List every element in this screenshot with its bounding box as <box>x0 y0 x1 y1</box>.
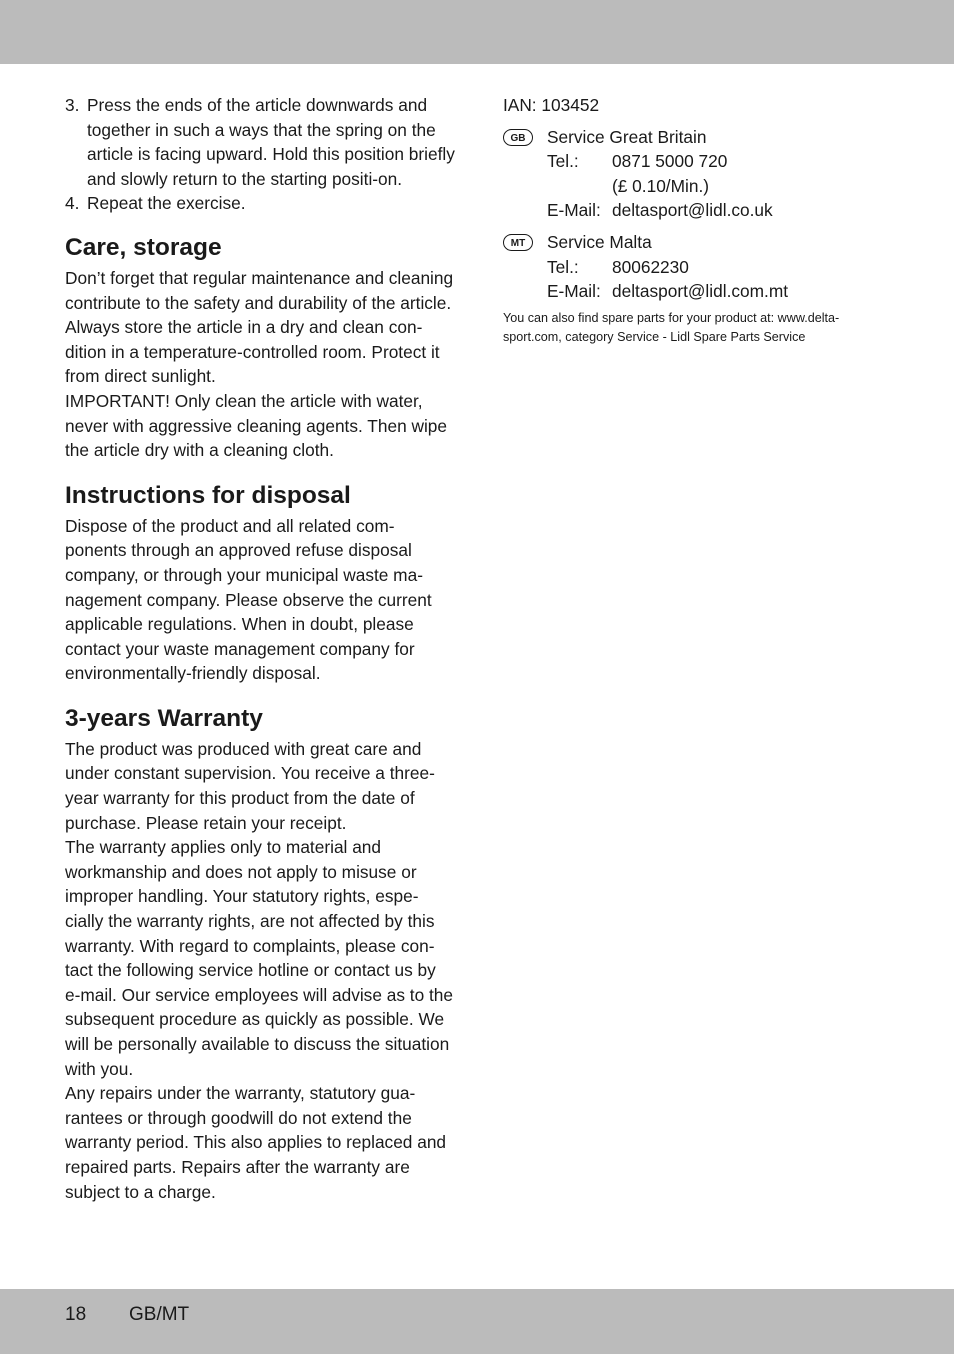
instruction-step <box>65 93 455 191</box>
left-column <box>65 93 455 1204</box>
warranty-paragraph: Any repairs under the warranty, statutory gua-rantees or through goodwill do not extend the warranty period. This also applies to replaced and repaired parts. Repairs after the warranty are subject to a charge. <box>65 1083 447 1202</box>
warranty-paragraph: The product was produced with great care and under constant supervision. You receive a three-year warranty for this product from the date of purchase. Please retain your receipt. <box>65 738 435 833</box>
language-code: GB/MT <box>129 1304 190 1325</box>
spare-parts-note: You can also find spare parts for your product at: www.delta-sport.com, category Service - Lidl Spare Parts Service <box>503 310 840 344</box>
step-text: Press the ends of the article downwards and together in such a ways that the spring on the article is facing upward. Hold this position briefly and slowly return to the starting positi-on. <box>87 95 455 189</box>
care-paragraph: IMPORTANT! Only clean the article with water, never with aggressive cleaning agents. Then wipe the article dry with a cleaning cloth. <box>65 390 448 461</box>
ian-number: IAN: 103452 <box>503 95 600 115</box>
tel-label: Tel.: <box>547 151 579 172</box>
gb-phone-rate: (£ 0.10/Min.) <box>612 175 710 196</box>
care-heading: Care, storage <box>65 233 222 261</box>
email-label: E-Mail: <box>547 200 601 221</box>
tel-label: Tel.: <box>547 256 579 277</box>
gb-email: deltasport@lidl.co.uk <box>612 200 773 221</box>
header-band <box>0 0 954 64</box>
disposal-heading: Instructions for disposal <box>65 481 351 509</box>
service-mt <box>503 230 873 304</box>
page-number: 18 <box>65 1304 87 1325</box>
step-number: 3. <box>65 95 80 115</box>
warranty-heading: 3-years Warranty <box>65 704 263 732</box>
care-paragraph: Don’t forget that regular maintenance and cleaning contribute to the safety and durability of the article. <box>65 267 454 313</box>
warranty-paragraph: The warranty applies only to material and workmanship and does not apply to misuse or improper handling. Your statutory rights, espe-cially the warranty rights, are not affected by this warranty. With regard to complaints, please con-tact the following service hotline or contact us by e-mail. Our service employees will advise as to the subsequent procedure as quickly as possible. We will be personally available to discuss the situation with you. <box>65 837 454 1079</box>
email-label: E-Mail: <box>547 281 601 302</box>
gb-flag-icon: GB <box>503 129 533 146</box>
step-number: 4. <box>65 193 80 214</box>
disposal-paragraph: Dispose of the product and all related com-ponents through an approved refuse disposal company, or through your municipal waste ma-nagement company. Please observe the current applicable regulations. When in doubt, please contact your waste management company for environmentally-friendly disposal. <box>65 515 432 684</box>
step-text: Repeat the exercise. <box>87 193 246 214</box>
care-paragraph: Always store the article in a dry and clean con-dition in a temperature-controlled room. Protect it from direct sunlight. <box>65 317 440 387</box>
mt-flag-icon: MT <box>503 234 533 251</box>
mt-phone: 80062230 <box>612 256 689 277</box>
service-mt-title: Service Malta <box>547 231 652 252</box>
instruction-step <box>65 191 455 216</box>
right-column <box>503 93 873 359</box>
gb-phone: 0871 5000 720 <box>612 151 728 172</box>
service-gb-title: Service Great Britain <box>547 126 707 147</box>
mt-email: deltasport@lidl.com.mt <box>612 281 789 302</box>
service-gb <box>503 125 873 223</box>
